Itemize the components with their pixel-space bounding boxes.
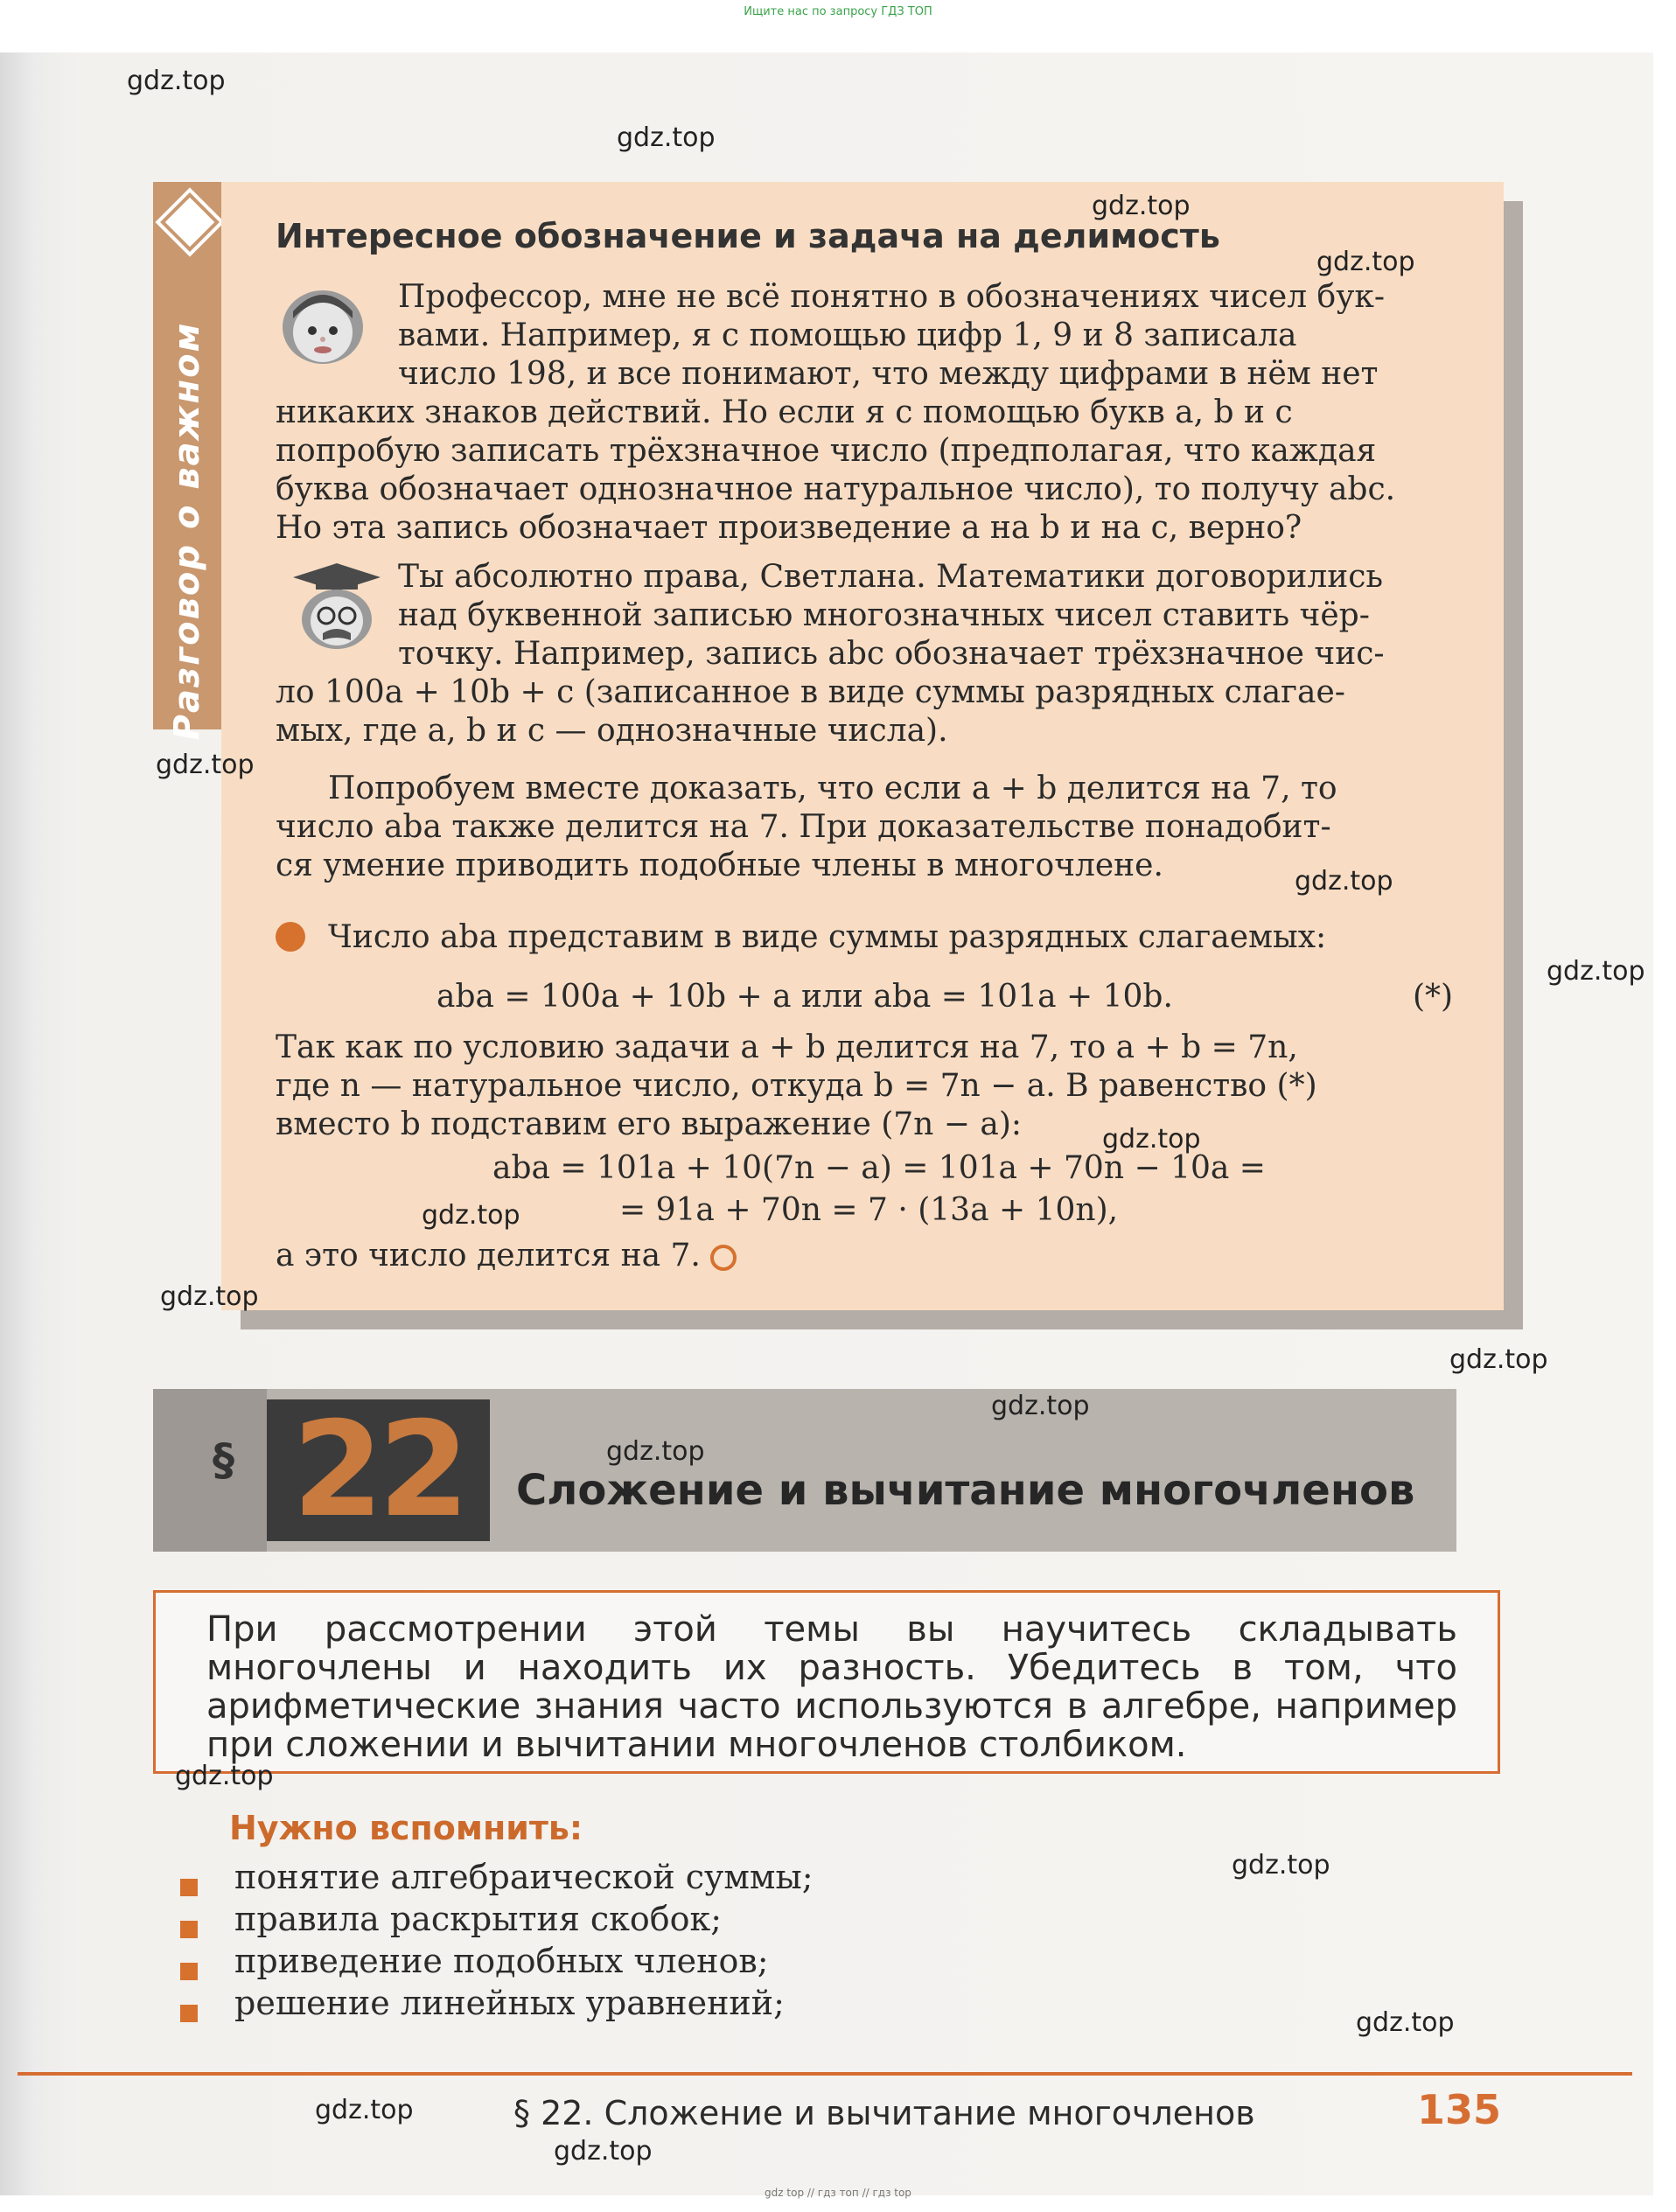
paragraph-professor-2 — [276, 673, 1455, 750]
bottom-source: gdz top // гдз топ // гдз top — [765, 2187, 911, 2199]
watermark: gdz.top — [1102, 1124, 1201, 1155]
paragraph-professor-1 — [398, 558, 1455, 673]
section-mark: § — [213, 1434, 234, 1485]
watermark: gdz.top — [617, 122, 716, 153]
professor-avatar-icon — [290, 563, 384, 651]
equation-1-mark: (*) — [1413, 979, 1454, 1015]
paragraph-girl-1 — [398, 278, 1455, 394]
paragraph-proof-end — [276, 1237, 1150, 1275]
text-line: число 198, и все понимают, что между цифрами в нём нет — [398, 356, 1379, 392]
proof-start-icon — [276, 922, 305, 952]
remember-item: понятие алгебраической суммы; — [234, 1858, 814, 1896]
section-intro-box — [153, 1590, 1500, 1774]
watermark: gdz.top — [554, 2136, 653, 2167]
text-line: буква обозначает однозначное натуральное число), то получу abc. — [276, 471, 1396, 507]
text-line: а это число делится на 7. — [276, 1238, 701, 1273]
text-line: Число aba представим в виде суммы разрядных слагаемых: — [328, 919, 1327, 955]
text-line: ся умение приводить подобные члены в многочлене. — [276, 848, 1163, 883]
watermark: gdz.top — [1232, 1850, 1330, 1881]
side-tab — [153, 182, 221, 741]
text-line: точку. Например, запись abc обозначает трёхзначное чис- — [398, 636, 1385, 672]
section-intro-text: При рассмотрении этой темы вы научитесь складывать многочлены и находить их разность. Убедитесь в том, что арифметические знания часто используются в алгебре, например при сложении и вычитании многочленов столбиком. — [206, 1609, 1457, 1765]
watermark: gdz.top — [1356, 2007, 1455, 2038]
watermark: gdz.top — [175, 1761, 274, 1791]
important-talk-box — [221, 182, 1504, 1310]
text-line: Но эта запись обозначает произведение a на b и на c, верно? — [276, 510, 1302, 546]
paragraph-proof-2 — [276, 1029, 1455, 1144]
remember-heading: Нужно вспомнить: — [229, 1809, 583, 1847]
section-title: Сложение и вычитание многочленов — [516, 1466, 1415, 1515]
text-line: ло 100a + 10b + c (записанное в виде суммы разрядных слагае- — [276, 674, 1345, 710]
equation-2: aba = 101a + 10(7n − a) = 101a + 70n − 10a = — [492, 1150, 1266, 1186]
paragraph-proof-1 — [328, 918, 1455, 957]
side-tab-label: Разговор о важном — [167, 321, 207, 741]
watermark: gdz.top — [1295, 866, 1393, 897]
remember-item: решение линейных уравнений; — [234, 1984, 785, 2022]
text-line: никаких знаков действий. Но если я с помощью букв a, b и c — [276, 394, 1293, 430]
text-line: Попробуем вместе доказать, что если a + b делится на 7, то — [328, 771, 1337, 806]
watermark: gdz.top — [606, 1436, 705, 1467]
section-header-left — [153, 1389, 267, 1552]
text-line: попробую записать трёхзначное число (предполагая, что каждая — [276, 433, 1377, 469]
text-line: Так как по условию задачи a + b делится на 7, то a + b = 7n, — [276, 1029, 1298, 1065]
text-line: Ты абсолютно права, Светлана. Математики договорились — [398, 559, 1383, 595]
diamond-icon — [160, 192, 220, 252]
watermark: gdz.top — [422, 1200, 520, 1231]
equation-1: aba = 100a + 10b + a или aba = 101a + 10b. — [436, 979, 1173, 1015]
watermark: gdz.top — [991, 1391, 1090, 1421]
bullet-square-icon — [180, 2005, 198, 2022]
text-line: где n — натуральное число, откуда b = 7n − a. В равенство (*) — [276, 1068, 1317, 1104]
watermark: gdz.top — [315, 2095, 414, 2125]
watermark: gdz.top — [1316, 247, 1415, 277]
paragraph-girl-2 — [276, 394, 1455, 548]
box-title: Интересное обозначение и задача на делимость — [276, 217, 1220, 255]
proof-end-icon — [710, 1245, 737, 1271]
bullet-square-icon — [180, 1921, 198, 1938]
equation-3: = 91a + 70n = 7 · (13a + 10n), — [619, 1192, 1119, 1228]
remember-item: приведение подобных членов; — [234, 1942, 769, 1980]
top-banner: Ищите нас по запросу ГДЗ ТОП — [744, 5, 932, 18]
text-line: Профессор, мне не всё понятно в обозначениях чисел бук- — [398, 279, 1386, 315]
paragraph-proof-intro — [276, 770, 1455, 885]
watermark: gdz.top — [156, 750, 255, 780]
text-line: число aba также делится на 7. При доказательстве понадобит- — [276, 809, 1331, 845]
watermark: gdz.top — [160, 1281, 259, 1312]
watermark: gdz.top — [1092, 191, 1191, 221]
footer-rule — [17, 2072, 1632, 2076]
girl-avatar-icon — [276, 280, 370, 367]
text-line: мых, где a, b и c — однозначные числа). — [276, 713, 948, 749]
text-line: над буквенной записью многозначных чисел ставить чёр- — [398, 597, 1370, 633]
bullet-square-icon — [180, 1963, 198, 1980]
bullet-square-icon — [180, 1879, 198, 1896]
watermark: gdz.top — [127, 66, 226, 96]
remember-item: правила раскрытия скобок; — [234, 1900, 723, 1938]
text-line: вместо b подставим его выражение (7n − a): — [276, 1106, 1023, 1142]
text-line: вами. Например, я с помощью цифр 1, 9 и 8 записала — [398, 317, 1297, 353]
footer-text: § 22. Сложение и вычитание многочленов — [513, 2094, 1255, 2132]
watermark: gdz.top — [1547, 956, 1645, 987]
page-number: 135 — [1417, 2086, 1502, 2133]
watermark: gdz.top — [1449, 1344, 1548, 1375]
section-number: 22 — [292, 1394, 464, 1546]
